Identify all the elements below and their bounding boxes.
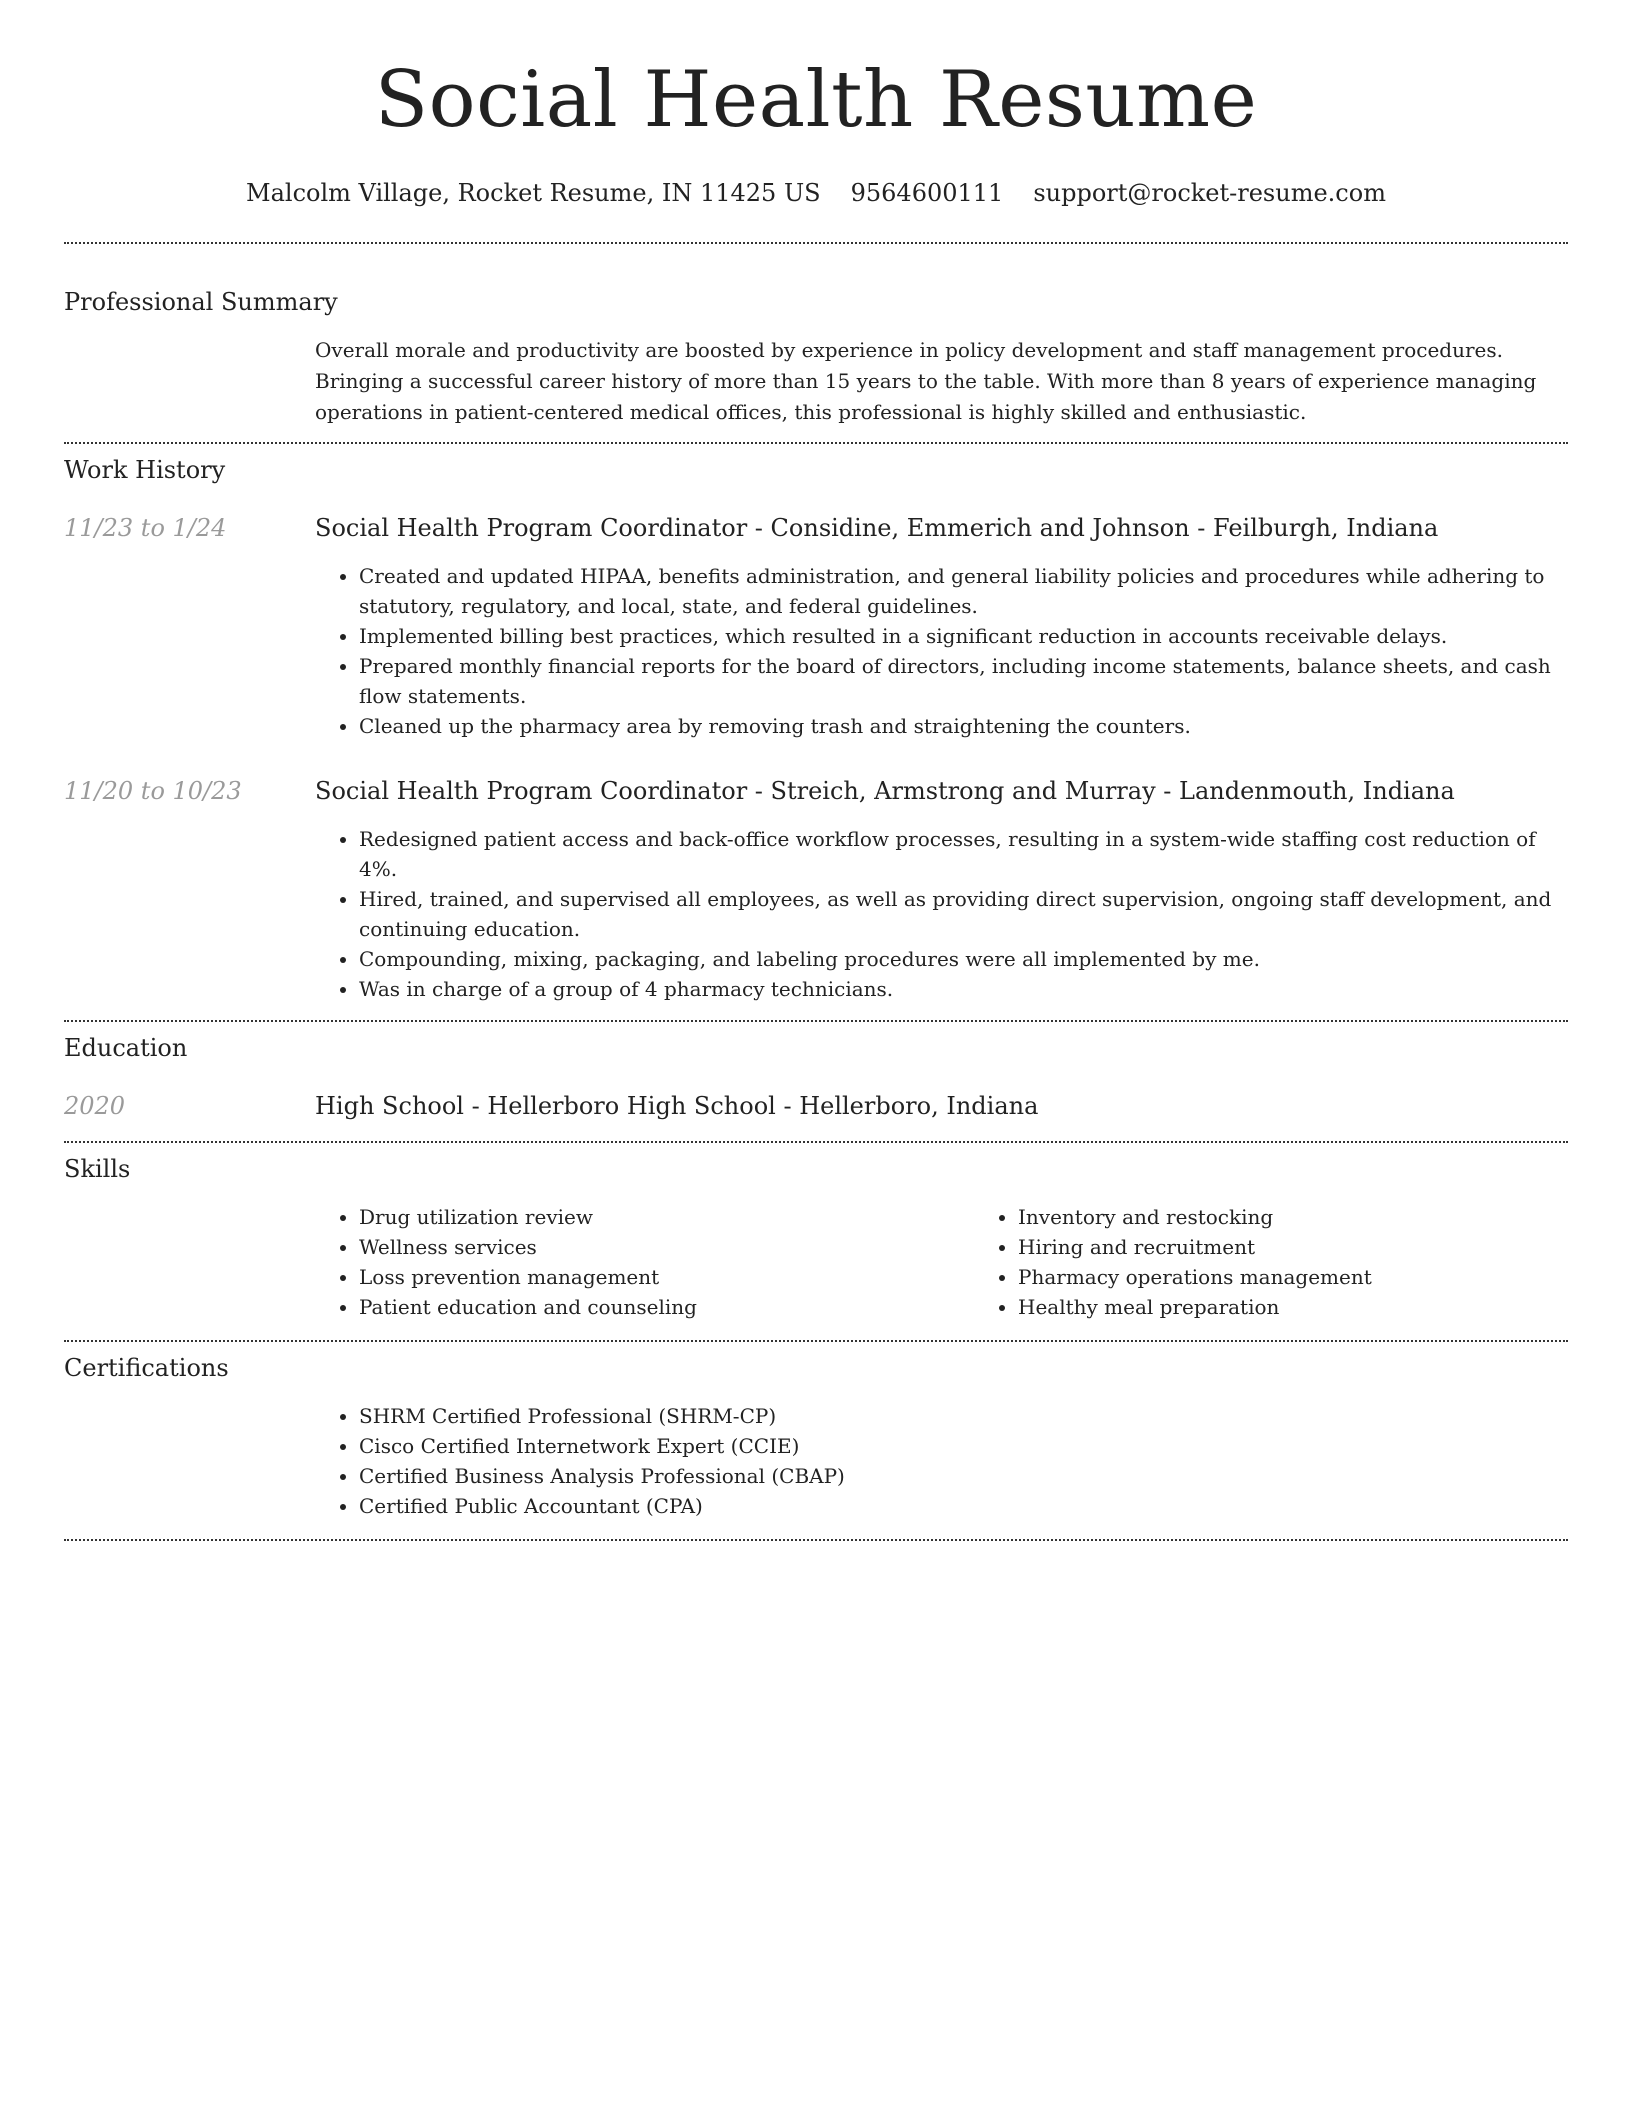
work-heading: Work History (64, 456, 226, 484)
summary-divider (64, 442, 1568, 444)
job-bullet: • Prepared monthly financial reports for the board of directors, including income statements, balance sheets, and cash flow statements. (359, 651, 1568, 711)
job-bullet: • Created and updated HIPAA, benefits administration, and general liability policies and procedures while adhering to statutory, regulatory, and local, state, and federal guidelines. (359, 561, 1568, 621)
certifications-row (64, 1401, 1568, 1521)
summary-body (315, 335, 1568, 428)
skills-heading: Skills (64, 1155, 131, 1183)
job-bullet: • Hired, trained, and supervised all employees, as well as providing direct supervision, ongoing staff development, and continuing education. (359, 884, 1568, 944)
skill-item: • Healthy meal preparation (1018, 1292, 1568, 1322)
certification-item: • Certified Business Analysis Professional (CBAP) (359, 1461, 1568, 1491)
summary-heading: Professional Summary (64, 288, 338, 316)
job-bullet: • Implemented billing best practices, which resulted in a significant reduction in accounts receivable delays. (359, 621, 1568, 651)
certifications-section (64, 1353, 1568, 1521)
job-details (315, 776, 1568, 1004)
skills-grid (315, 1202, 1568, 1322)
job-title: Social Health Program Coordinator - Streich, Armstrong and Murray - Landenmouth, Indiana (315, 777, 1455, 805)
job-entry (64, 776, 1568, 1004)
job-dates: 11/23 to 1/24 (64, 514, 227, 542)
certifications-body (315, 1401, 1568, 1521)
education-heading: Education (64, 1034, 188, 1062)
skill-item: • Inventory and restocking (1018, 1202, 1568, 1232)
summary-text: Overall morale and productivity are boosted by experience in policy development and staff management procedures. Bringing a successful career history of more than 15 years to the table. With more than 8 years of experience managing operations in patient-centered medical offices, this professional is highly skilled and enthusiastic. (315, 338, 1537, 424)
job-entry (64, 513, 1568, 741)
skill-item: • Patient education and counseling (359, 1292, 974, 1322)
job-bullets (315, 561, 1568, 741)
job-bullets (315, 824, 1568, 1004)
job-title: Social Health Program Coordinator - Considine, Emmerich and Johnson - Feilburgh, Indiana (315, 514, 1439, 542)
contact-line (64, 178, 1568, 208)
work-divider (64, 1020, 1568, 1022)
certifications-heading: Certifications (64, 1354, 229, 1382)
skills-list-left (315, 1202, 974, 1322)
skills-divider (64, 1340, 1568, 1342)
contact-address: Malcolm Village, Rocket Resume, IN 11425 US (246, 179, 821, 207)
work-section (64, 455, 1568, 1004)
certification-item: • SHRM Certified Professional (SHRM-CP) (359, 1401, 1568, 1431)
skill-item: • Hiring and recruitment (1018, 1232, 1568, 1262)
skill-item: • Wellness services (359, 1232, 974, 1262)
certification-item: • Cisco Certified Internetwork Expert (CCIE) (359, 1431, 1568, 1461)
skill-item: • Pharmacy operations management (1018, 1262, 1568, 1292)
education-section (64, 1033, 1568, 1121)
job-bullet: • Was in charge of a group of 4 pharmacy technicians. (359, 974, 1568, 1004)
contact-phone: 9564600111 (850, 179, 1004, 207)
job-bullet: • Cleaned up the pharmacy area by removing trash and straightening the counters. (359, 711, 1568, 741)
skills-list-right (974, 1202, 1568, 1322)
certifications-list (315, 1401, 1568, 1521)
contact-email: support@rocket-resume.com (1033, 179, 1386, 207)
summary-row (64, 335, 1568, 428)
certifications-divider (64, 1539, 1568, 1541)
job-dates: 11/20 to 10/23 (64, 777, 242, 805)
education-title: High School - Hellerboro High School - Hellerboro, Indiana (315, 1092, 1039, 1120)
job-bullet: • Compounding, mixing, packaging, and labeling procedures were all implemented by me. (359, 944, 1568, 974)
job-details (315, 513, 1568, 741)
education-year: 2020 (64, 1092, 126, 1120)
skill-item: • Loss prevention management (359, 1262, 974, 1292)
summary-section (64, 287, 1568, 428)
resume-title: Social Health Resume (374, 55, 1258, 145)
skills-section (64, 1154, 1568, 1322)
education-details (315, 1091, 1568, 1121)
education-entry (64, 1091, 1568, 1121)
job-bullet: • Redesigned patient access and back-office workflow processes, resulting in a system-wide staffing cost reduction of 4%. (359, 824, 1568, 884)
skills-row (64, 1202, 1568, 1322)
header-divider (64, 242, 1568, 244)
certification-item: • Certified Public Accountant (CPA) (359, 1491, 1568, 1521)
education-divider (64, 1141, 1568, 1143)
skill-item: • Drug utilization review (359, 1202, 974, 1232)
